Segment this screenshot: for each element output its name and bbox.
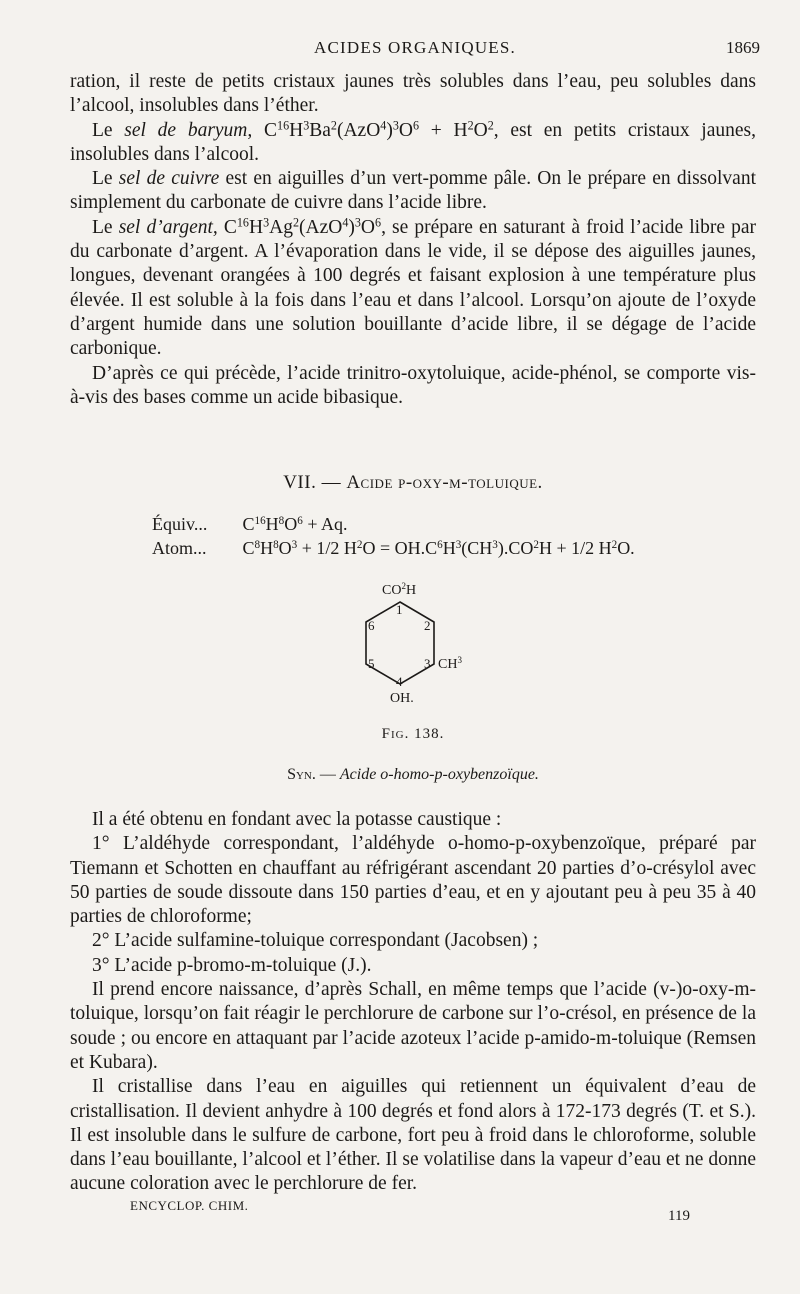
section-title: Acide p-oxy-m-toluique. xyxy=(346,472,543,493)
formula-silver: $C^{16}H^3Ag^2(AzO^4)^3O^6$ xyxy=(223,215,382,238)
header-title: ACIDES ORGANIQUES. xyxy=(314,38,516,57)
position-1: 1 xyxy=(396,602,403,617)
atom-formula: $C^8H^8O^3 + 1/2$ $H^2O = OH.C^6H^3(CH^3).CO^2H + 1/2$ $H^2O$. xyxy=(242,538,635,558)
position-4: 4 xyxy=(396,674,403,689)
substituent-oh: OH. xyxy=(390,691,414,706)
page-number: 1869 xyxy=(726,38,760,57)
salt-name: sel d’argent, xyxy=(118,216,218,238)
atom-label: Atom... xyxy=(152,538,207,558)
substituent-ch3: $CH^3$ xyxy=(438,655,462,672)
paragraph-conclusion: D’après ce qui précède, l’acide trinitro-oxytoluique, acide-phénol, se comporte vis-à-vis des bases comme un acide bibasique. xyxy=(70,362,756,408)
paragraph-preparation: Il a été obtenu en fondant avec la potasse caustique : xyxy=(92,809,502,830)
paragraph-continuation: ration, il reste de petits cristaux jaunes très solubles dans l’eau, peu solubles dans l’alcool, insolubles dans l’éther. xyxy=(70,71,756,117)
equiv-label: Équiv... xyxy=(152,514,208,534)
paragraph-text: est en aiguilles d’un vert-pomme pâle. On le prépare en dissolvant simplement du carbonate de cuivre dans l’acide libre. xyxy=(70,168,756,214)
section-heading xyxy=(70,472,756,494)
section-number: VII. — xyxy=(283,472,342,493)
paragraph-text: , est en petits cristaux jaunes, insolubles dans l’alcool. xyxy=(70,119,757,165)
footer-signature: ENCYCLOP. CHIM. xyxy=(130,1198,249,1213)
page-footer xyxy=(130,1198,690,1228)
formula-barium: $C^{16}H^3Ba^2(AzO^4)^3O^6 + H^2O^2$ xyxy=(264,117,494,141)
paragraph-text: , se prépare en saturant à froid l’acide libre par du carbonate d’argent. A l’évaporation dans le vide, il se dépose des aiguilles jaunes, longues, devenant orangées à 100 degrés et faisant explosion à une température plus élevée. Il est soluble à la fois dans l’eau et dans l’alcool. Lorsqu’on ajoute de l’oxyde d’argent humide dans une solution bouillante d’acide libre, il se dégage de l’acide carbonique. xyxy=(70,216,756,360)
equiv-formula: $C^{16}H^8O^6 + Aq$. xyxy=(242,514,348,534)
figure-caption xyxy=(70,726,756,743)
lead-text: Le xyxy=(92,216,119,238)
lead-text: Le xyxy=(92,168,119,190)
position-6: 6 xyxy=(368,618,375,633)
paragraph-copper-salt xyxy=(70,167,756,216)
paragraph-method-2: 2° L’acide sulfamine-toluique correspondant (Jacobsen) ; xyxy=(92,930,539,952)
caption-text: Fig. 138. xyxy=(381,726,445,742)
paragraph-properties: Il cristallise dans l’eau en aiguilles qui retiennent un équivalent d’eau de cristallisation. Il devient anhydre à 100 degrés et fond alors à 172-173 degrés (T. et S.). Il est insoluble dans le sulfure de carbone, fort peu à froid dans le chloroforme, soluble dans l’eau bouillante, l’alcool et l’éther. Il se volatilise dans la vapeur d’eau et ne donne aucune coloration avec le perchlorure de fer. xyxy=(70,1076,756,1195)
paragraph-barium-salt xyxy=(70,119,756,168)
substituent-co2h: $CO^2H$ xyxy=(382,581,417,598)
main-text-top xyxy=(70,70,756,410)
syn-name: Acide o-homo-p-oxybenzoïque. xyxy=(339,766,539,783)
equiv-row xyxy=(152,512,635,536)
running-header xyxy=(70,38,760,62)
position-2: 2 xyxy=(424,618,431,633)
paragraph-formation: Il prend encore naissance, d’après Schall, en même temps que l’acide (v-)o-oxy-m-toluique, lorsqu’on fait réagir le perchlorure de carbone sur l’o-crésol, en présence de la soude ; ou encore en attaquant par l’acide azoteux l’acide p-amido-m-toluique (Remsen et Kubara). xyxy=(70,979,756,1073)
position-5: 5 xyxy=(368,656,375,671)
paragraph-method-1: 1° L’aldéhyde correspondant, l’aldéhyde o-homo-p-oxybenzoïque, préparé par Tiemann et Schotten en chauffant au réfrigérant ascendant 20 parties d’o-crésylol avec 50 parties de soude dissoute dans 150 parties d’eau, et en y ajoutant peu à peu 35 à 40 parties de chloroforme; xyxy=(70,833,756,928)
position-3: 3 xyxy=(424,656,431,671)
atom-row xyxy=(152,536,635,560)
main-text-bottom xyxy=(70,808,756,1197)
salt-name: sel de baryum, xyxy=(124,119,253,141)
paragraph-method-3: 3° L’acide p-bromo-m-toluique (J.). xyxy=(92,954,372,976)
benzene-ring-figure xyxy=(330,578,480,708)
salt-name: sel de cuivre xyxy=(118,168,220,190)
lead-text: Le xyxy=(92,119,125,141)
formula-block xyxy=(152,512,635,560)
footer-number: 119 xyxy=(668,1208,690,1224)
synonym-line xyxy=(70,766,756,784)
paragraph-silver-salt xyxy=(70,216,756,362)
syn-label: Syn. xyxy=(287,766,316,783)
syn-dash: — xyxy=(315,766,340,783)
